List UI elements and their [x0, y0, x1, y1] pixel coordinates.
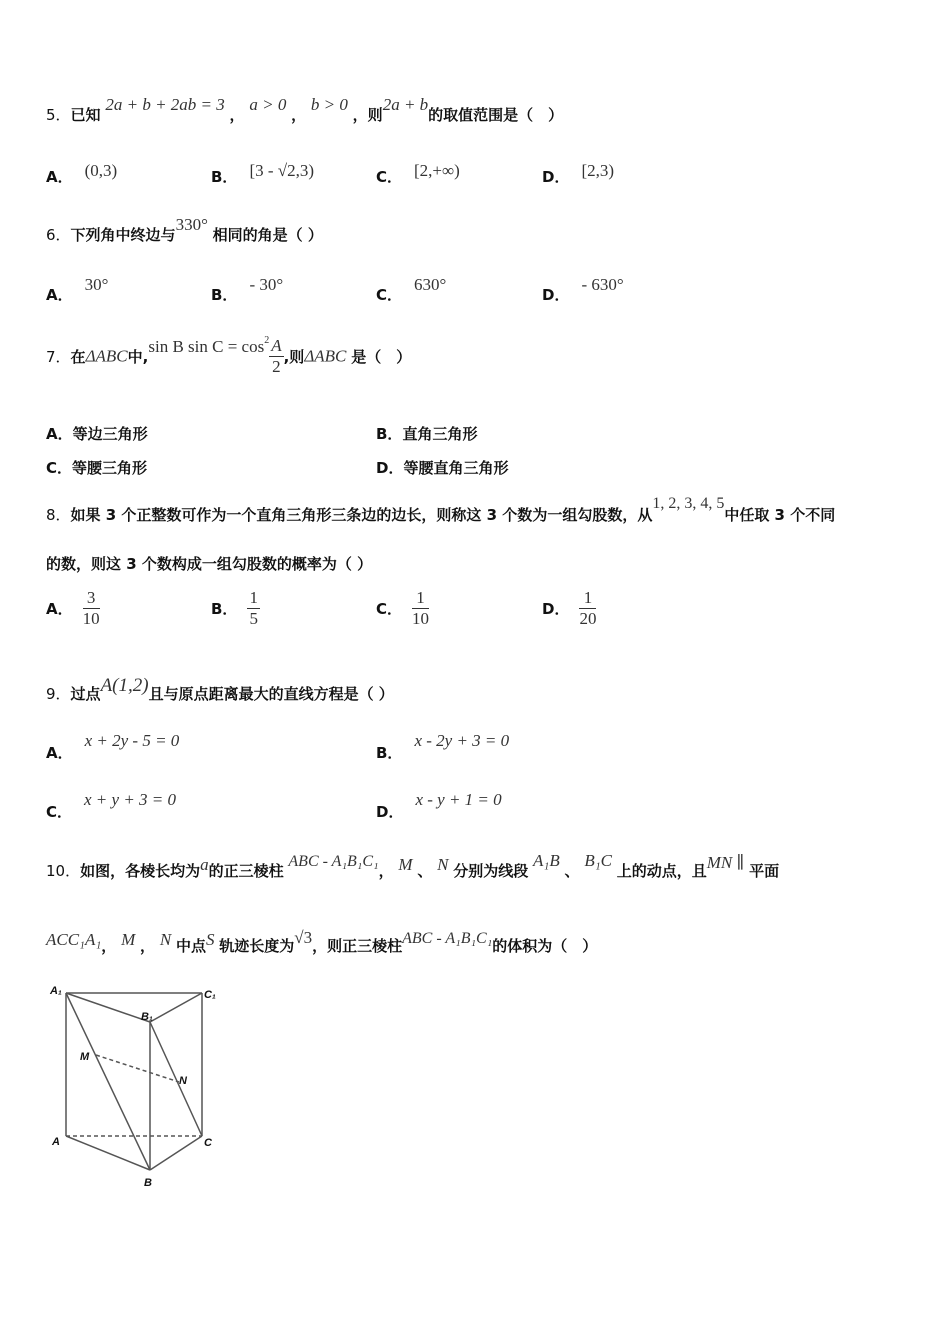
q6-option-a[interactable]: [46, 275, 109, 305]
q7-question: 是（ ）: [351, 348, 412, 366]
q9-number: 9．: [46, 685, 71, 703]
q10-stem-line1: [46, 851, 780, 881]
q8-option-c[interactable]: [376, 588, 429, 629]
q10-seg1: A₁B: [533, 851, 560, 870]
q7-triangle: ΔABC: [85, 346, 128, 366]
q10-seg2: B₁C: [584, 851, 612, 870]
option-label: C．: [46, 803, 73, 821]
edge-b1-c1: [150, 993, 202, 1022]
option-label: D．: [376, 803, 404, 821]
q8-option-a[interactable]: [46, 588, 100, 629]
q10-text3: 分别为线段: [453, 862, 529, 880]
q10-sep: 、: [417, 862, 433, 880]
q10-M2: M: [121, 930, 136, 949]
option-label: C．: [376, 286, 403, 304]
option-value: x - y + 1 = 0: [415, 790, 502, 809]
option-value: 等边三角形: [72, 425, 148, 443]
q10-text2: 的正三棱柱: [208, 862, 284, 880]
q5-option-c[interactable]: [376, 161, 460, 187]
option-fraction: [83, 588, 100, 629]
frac-den: 10: [82, 609, 100, 628]
option-label: A．: [46, 744, 73, 762]
edge-a-b: [66, 1136, 150, 1170]
q5-then: ，则: [352, 106, 383, 124]
q10-sep2: 、: [564, 862, 580, 880]
q8-option-b[interactable]: [211, 588, 260, 629]
q10-plane-word: 平面: [749, 862, 780, 880]
option-value: [2,3): [581, 161, 615, 180]
option-label: A．: [46, 286, 73, 304]
q7-option-d[interactable]: [376, 457, 508, 478]
option-label: A．: [46, 168, 73, 186]
q8-number: 8．: [46, 506, 71, 524]
option-fraction: [579, 588, 596, 629]
frac-num: A: [271, 336, 282, 355]
option-label: C．: [376, 600, 403, 618]
label-b: B: [144, 1177, 152, 1189]
option-value: - 630°: [581, 275, 624, 294]
label-m: M: [80, 1051, 90, 1063]
option-label: C．: [376, 168, 403, 186]
q10-M: M: [398, 855, 413, 874]
q7-option-c[interactable]: [46, 457, 147, 478]
q10-S: S: [205, 930, 215, 949]
option-value: 30°: [84, 275, 109, 294]
q7-text3: ,则: [283, 348, 305, 366]
q10-length: √3: [294, 928, 313, 947]
q7-option-b[interactable]: [376, 423, 477, 444]
frac-num: 1: [249, 588, 258, 607]
q9-option-c[interactable]: [46, 790, 177, 822]
q10-text5: 中点: [175, 937, 206, 955]
frac-num: 1: [579, 588, 596, 609]
q9-option-a[interactable]: [46, 731, 180, 763]
label-c1: C₁: [204, 989, 216, 1001]
q7-triangle2: ΔABC: [304, 346, 347, 366]
q5-condition-a: a > 0: [249, 95, 287, 114]
option-label: D．: [542, 600, 570, 618]
label-b1: B₁: [141, 1011, 153, 1023]
q10-question: 的体积为（ ）: [492, 937, 598, 955]
option-label: B．: [211, 286, 238, 304]
label-a1: A₁: [50, 985, 62, 997]
q5-option-a[interactable]: [46, 161, 118, 187]
option-label: D．: [376, 459, 404, 477]
q7-exponent: 2: [264, 334, 270, 346]
q5-question: 的取值范围是（ ）: [428, 106, 564, 124]
segment-b1-c: [150, 1022, 202, 1136]
frac-num: 3: [83, 588, 100, 609]
option-value: - 30°: [249, 275, 284, 294]
q10-text6: 轨迹长度为: [219, 937, 295, 955]
q5-comma2: ，: [291, 106, 307, 124]
option-value: (0,3): [84, 161, 118, 180]
option-value: x + 2y - 5 = 0: [84, 731, 180, 750]
q9-question: 且与原点距离最大的直线方程是（ ）: [148, 685, 394, 703]
q10-prism2: ABC - A₁B₁C₁: [402, 930, 493, 947]
option-label: D．: [542, 286, 570, 304]
frac-den: 10: [412, 609, 430, 628]
frac-den: 2: [272, 357, 281, 376]
frac-den: 20: [579, 609, 597, 628]
q5-stem: [46, 95, 564, 125]
option-label: A．: [46, 425, 73, 443]
option-label: B．: [376, 744, 403, 762]
option-fraction: [247, 588, 260, 629]
q7-text2: 中,: [127, 348, 149, 366]
label-n: N: [179, 1075, 187, 1087]
option-label: C．: [46, 459, 73, 477]
q7-fraction: [269, 336, 283, 377]
option-label: B．: [376, 425, 403, 443]
q10-text: 如图，各棱长均为: [80, 862, 201, 880]
q9-option-d[interactable]: [376, 790, 502, 822]
q7-stem: [46, 336, 411, 377]
q5-number: 5．: [46, 106, 71, 124]
q10-comma2: ，: [101, 937, 117, 955]
option-value: 直角三角形: [402, 425, 478, 443]
q10-comma3: ，: [140, 937, 156, 955]
q7-number: 7．: [46, 348, 71, 366]
q10-N2: N: [159, 930, 172, 949]
label-a: A: [52, 1136, 60, 1148]
q6-question: 相同的角是（ ）: [212, 226, 323, 244]
segment-a1-b: [66, 993, 150, 1170]
q6-option-b[interactable]: [211, 275, 284, 305]
q10-parallel: MN ∥: [706, 853, 745, 872]
option-label: A．: [46, 600, 73, 618]
q8-option-d[interactable]: [542, 588, 596, 629]
option-label: B．: [211, 600, 238, 618]
q5-option-d[interactable]: [542, 161, 615, 187]
option-value: x + y + 3 = 0: [84, 790, 177, 809]
q6-option-c[interactable]: [376, 275, 447, 305]
q7-text: 在: [70, 348, 86, 366]
q9-stem: [46, 675, 394, 705]
q6-angle: 330°: [175, 215, 208, 234]
q6-text: 下列角中终边与: [70, 226, 176, 244]
q5-equation: 2a + b + 2ab = 3: [105, 95, 225, 114]
q8-text: 如果 3 个正整数可作为一个直角三角形三条边的边长，则称这 3 个数为一组勾股数，从: [70, 506, 653, 524]
option-value: 等腰三角形: [72, 459, 148, 477]
q8-stem-line2: 的数，则这 3 个数构成一组勾股数的概率为（ ）: [46, 555, 373, 573]
q5-comma: ，: [229, 106, 245, 124]
q5-condition-b: b > 0: [310, 95, 348, 114]
q8-set: 1, 2, 3, 4, 5: [652, 495, 725, 512]
q7-option-a[interactable]: [46, 423, 148, 444]
label-c: C: [204, 1137, 212, 1149]
frac-num: 1: [412, 588, 429, 609]
option-value: x - 2y + 3 = 0: [414, 731, 510, 750]
edge-a1-b1: [66, 993, 150, 1022]
option-value: [3 - √2,3): [249, 161, 315, 180]
option-value: 等腰直角三角形: [403, 459, 509, 477]
q7-equation: sin B sin C = cos: [148, 336, 265, 356]
q5-expr: 2a + b: [382, 95, 429, 114]
q6-number: 6．: [46, 226, 71, 244]
q10-number: 10．: [46, 862, 81, 880]
q9-point: A(1,2): [100, 675, 149, 696]
prism-figure: [46, 980, 226, 1195]
option-value: 630°: [414, 275, 447, 294]
q8-stem-line1: [46, 495, 836, 525]
q10-text7: ，则正三棱柱: [312, 937, 403, 955]
q10-N: N: [437, 855, 449, 874]
q6-option-d[interactable]: [542, 275, 624, 305]
q10-edge: a: [200, 855, 209, 874]
q10-comma: ，: [378, 862, 394, 880]
q10-prism: ABC - A₁B₁C₁: [288, 853, 379, 870]
q8-text2: 中任取 3 个不同: [724, 506, 836, 524]
option-label: B．: [211, 168, 238, 186]
option-value: [2,+∞): [414, 161, 460, 180]
q5-option-b[interactable]: [211, 161, 315, 187]
frac-den: 5: [249, 609, 258, 628]
option-fraction: [412, 588, 429, 629]
q10-stem-line2: [46, 928, 598, 956]
q9-option-b[interactable]: [376, 731, 510, 763]
option-label: D．: [542, 168, 570, 186]
q10-text4: 上的动点，且: [616, 862, 707, 880]
q5-text: 已知: [70, 106, 101, 124]
edge-b-c: [150, 1136, 202, 1170]
q9-text: 过点: [70, 685, 101, 703]
q6-stem: [46, 215, 323, 245]
q10-plane: ACC₁A₁: [46, 930, 102, 949]
